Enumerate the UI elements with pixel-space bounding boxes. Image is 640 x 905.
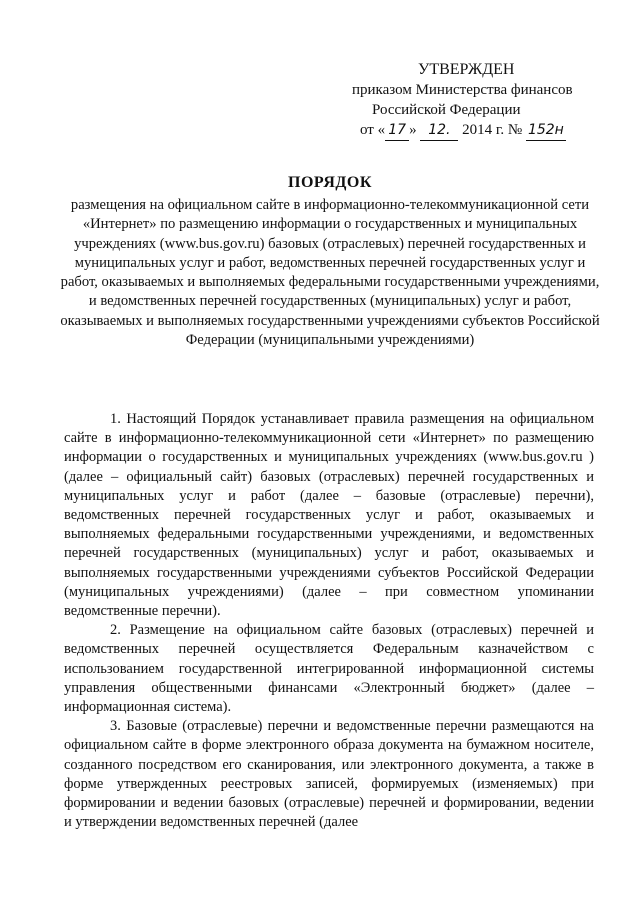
approval-date-line: [350, 120, 610, 141]
approval-stamp: [350, 60, 610, 141]
paragraph-1: 1. Настоящий Порядок устанавливает правила размещения на официальном сайте в информационно-телекоммуникационной сети «Интернет» по размещению информации о государственных и муниципальных учреждениях (www.bus.gov.ru ) (далее – официальный сайт) базовых (отраслевых) перечней государственных и муниципальных услуг и работ (далее – базовые (отраслевые) перечни), ведомственных перечней государственных услуг и работ, оказываемых и выполняемых федеральными государственными учреждениями, и ведомственных перечней государственных (муниципальных) услуг и работ, оказываемых и выполняемых государственными учреждениями субъектов Российской Федерации (муниципальных учреждениями) (далее – при совместном упоминании ведомственные перечни).: [64, 411, 594, 620]
date-year: 2014 г. №: [462, 122, 523, 138]
approval-order-line: приказом Министерства финансов: [352, 82, 573, 98]
handwritten-month: 12.: [420, 120, 458, 141]
document-subtitle: размещения на официальном сайте в информационно-телекоммуникационной сети «Интернет» по размещению информации о государственных и муниципальных учреждениях (www.bus.gov.ru) базовых (отраслевых) перечней государственных и муниципальных услуг и работ, ведомственных перечней государственных услуг и работ, оказываемых и выполняемых федеральными государственными учреждениями, и ведомственных перечней государственных (муниципальных) услуг и работ, оказываемых и выполняемых государственными учреждениями субъектов Российской Федерации (муниципальными учреждениями): [60, 197, 600, 349]
document-title-block: [60, 174, 600, 350]
paragraph-2: 2. Размещение на официальном сайте базовых (отраслевых) перечней и ведомственных перечней осуществляется Федеральным казначейством с использованием государственной интегрированной информационной системы управления общественными финансами «Электронный бюджет» (далее – информационная система).: [64, 622, 594, 716]
handwritten-order-number: 152н: [526, 120, 566, 141]
handwritten-day: 17: [385, 120, 409, 141]
document-title: ПОРЯДОК: [288, 174, 372, 191]
approval-heading: УТВЕРЖДЕН: [418, 61, 515, 78]
document-body: [64, 410, 594, 832]
approval-federation-line: Российской Федерации: [372, 102, 521, 118]
paragraph-3: 3. Базовые (отраслевые) перечни и ведомственные перечни размещаются на официальном сайте в форме электронного образа документа на бумажном носителе, созданного посредством его сканирования, или электронного документа, а также в форме утвержденных реестровых записей, формируемых (изменяемых) при формировании и ведении базовых (отраслевые) перечней и формировании, ведении и утверждении ведомственных перечней (далее: [64, 718, 594, 831]
date-quote: »: [409, 122, 417, 138]
date-prefix: от «: [360, 122, 386, 138]
